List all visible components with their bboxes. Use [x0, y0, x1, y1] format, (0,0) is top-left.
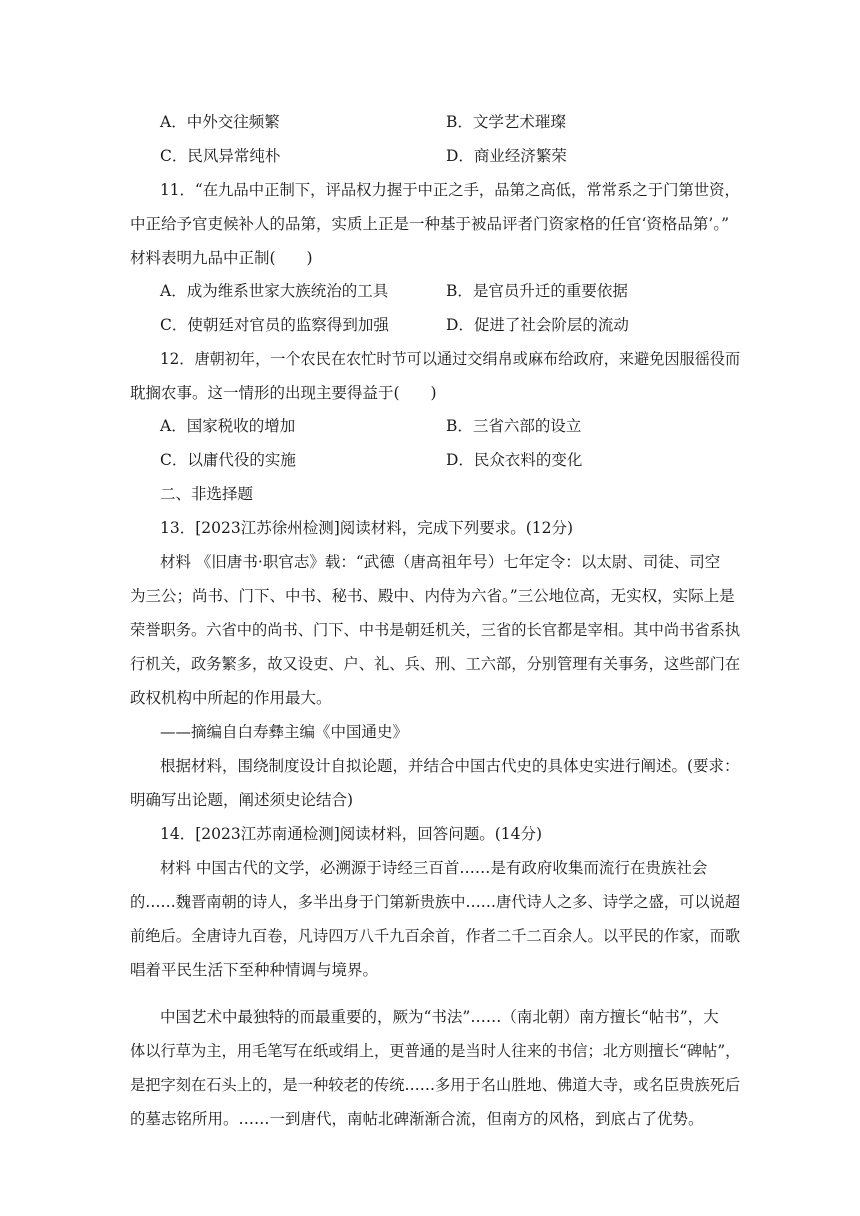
q11-option-d: D．促进了社会阶层的流动 [446, 316, 629, 334]
q13-task-line-2: 明确写出论题，阐述须史论结合) [130, 791, 354, 809]
q14-material2-line-2: 体以行草为主，用毛笔写在纸或绢上，更普通的是当时人往来的书信；北方则擅长“碑帖”， [130, 1042, 741, 1060]
q13-material-line-4: 行机关，政务繁多，故又设吏、户、礼、兵、刑、工六部，分别管理有关事务，这些部门在 [130, 655, 741, 673]
q14-material2-line-1: 中国艺术中最独特的而最重要的，厥为“书法”……（南北朝）南方擅长“帖书”，大 [160, 1008, 719, 1026]
q13-header: 13．[2023江苏徐州检测]阅读材料，完成下列要求。(12分) [160, 519, 574, 537]
q11-line-3: 材料表明九品中正制( ) [130, 249, 313, 267]
q13-source: ——摘编自白寿彝主编《中国通史》 [160, 723, 409, 741]
q14-material1-line-4: 唱着平民生活下至种种情调与境界。 [130, 961, 379, 979]
q13-task-line-1: 根据材料，围绕制度设计自拟论题，并结合中国古代史的具体史实进行阐述。(要求： [160, 757, 740, 775]
q11-line-1: 11．“在九品中正制下，评品权力握于中正之手，品第之高低，常常系之于门第世资， [160, 181, 740, 199]
q12-option-c: C．以庸代役的实施 [160, 451, 296, 469]
q14-material2-line-3: 是把字刻在石头上的，是一种较老的传统……多用于名山胜地、佛道大寺，或名臣贵族死后 [130, 1076, 741, 1094]
q14-material2-line-4: 的墓志铭所用。……一到唐代，南帖北碑渐渐合流，但南方的风格，到底占了优势。 [130, 1110, 704, 1128]
q13-material-line-5: 政权机构中所起的作用最大。 [130, 689, 332, 707]
q11-option-c: C．使朝廷对官员的监察得到加强 [160, 316, 389, 334]
q13-material-line-3: 荣誉职务。六省中的尚书、门下、中书是朝廷机关，三省的长官都是宰相。其中尚书省系执 [130, 621, 741, 639]
q11-option-b: B．是官员升迁的重要依据 [446, 282, 628, 300]
q11-option-a: A．成为维系世家大族统治的工具 [160, 282, 389, 300]
section-title: 二、非选择题 [160, 485, 254, 503]
q12-line-1: 12．唐朝初年，一个农民在农忙时节可以通过交绢帛或麻布给政府，来避免因服徭役而 [160, 350, 741, 368]
q14-header: 14．[2023江苏南通检测]阅读材料，回答问题。(14分) [160, 825, 543, 843]
q12-option-b: B．三省六部的设立 [446, 417, 582, 435]
q12-line-2: 耽搁农事。这一情形的出现主要得益于( ) [130, 384, 437, 402]
q14-material1-line-3: 前绝后。全唐诗九百卷，凡诗四万八千九百余首，作者二千二百余人。以平民的作家，而歌 [130, 927, 741, 945]
q10-option-d: D．商业经济繁荣 [446, 147, 567, 165]
q10-option-c: C．民风异常纯朴 [160, 147, 281, 165]
q10-option-a: A．中外交往频繁 [160, 113, 280, 131]
q13-material-line-2: 为三公；尚书、门下、中书、秘书、殿中、内侍为六省。”三公地位高，无实权，实际上是 [130, 587, 735, 605]
q12-option-a: A．国家税收的增加 [160, 417, 296, 435]
q10-option-b: B．文学艺术璀璨 [446, 113, 566, 131]
q13-material-line-1: 材料 《旧唐书·职官志》载：“武德（唐高祖年号）七年定令：以太尉、司徒、司空 [160, 553, 721, 571]
q14-material1-line-2: 的……魏晋南朝的诗人，多半出身于门第新贵族中……唐代诗人之多、诗学之盛，可以说超 [130, 893, 741, 911]
q12-option-d: D．民众衣料的变化 [446, 451, 583, 469]
q11-line-2: 中正给予官吏候补人的品第，实质上正是一种基于被品评者门资家格的任官‘资格品第’。” [130, 215, 730, 233]
q14-material1-line-1: 材料 中国古代的文学，必溯源于诗经三百首……是有政府收集而流行在贵族社会 [160, 859, 708, 877]
